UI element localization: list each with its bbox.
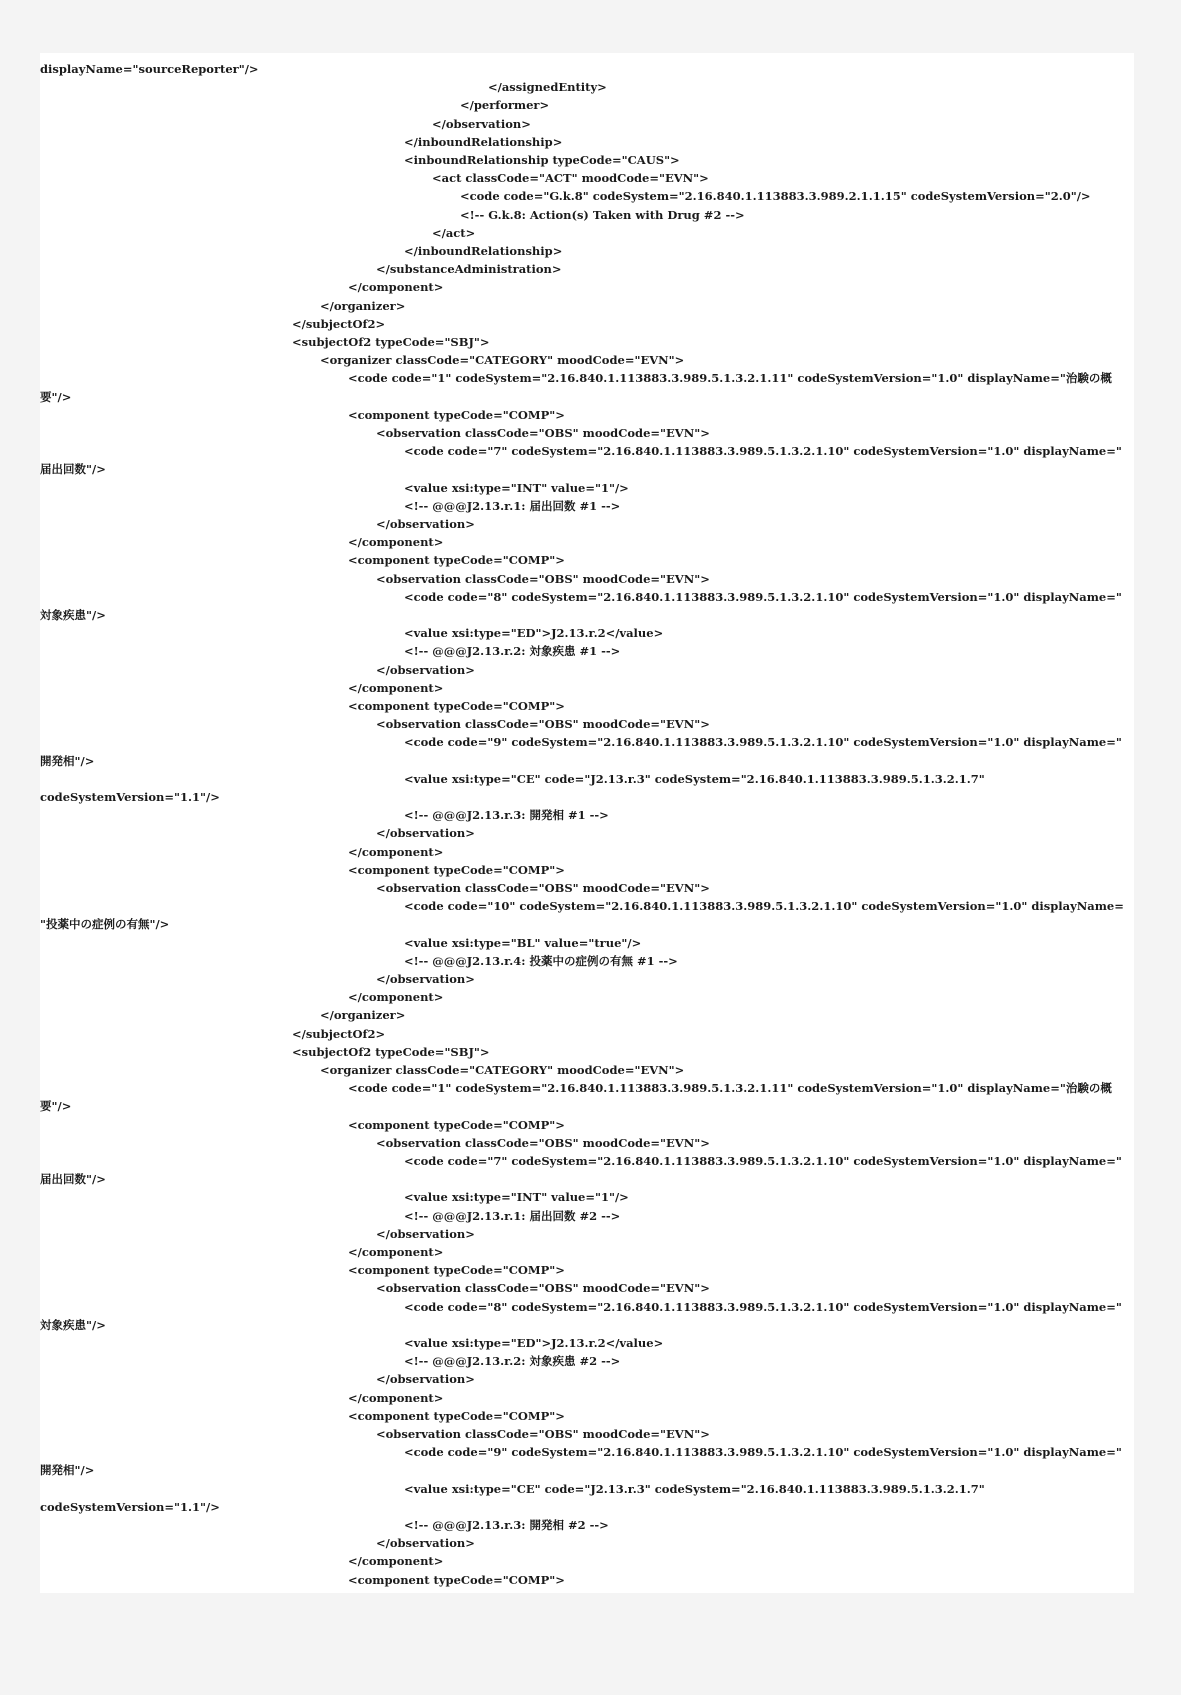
code-line: 開発相"/> xyxy=(40,753,95,768)
code-line: <code code="9" codeSystem="2.16.840.1.113883.3.989.5.1.3.2.1.10" codeSystemVersion="1.0" displayName=" xyxy=(404,1445,1122,1460)
code-line: </component> xyxy=(348,280,444,295)
code-line: </component> xyxy=(348,680,444,695)
code-line: </act> xyxy=(432,225,476,240)
code-line: <observation classCode="OBS" moodCode="EVN"> xyxy=(376,1281,710,1296)
code-line: </component> xyxy=(348,535,444,550)
code-line: </component> xyxy=(348,1554,444,1569)
code-line: </component> xyxy=(348,844,444,859)
code-line: <observation classCode="OBS" moodCode="EVN"> xyxy=(376,426,710,440)
code-line: <value xsi:type="CE" code="J2.13.r.3" codeSystem="2.16.840.1.113883.3.989.5.1.3.2.1.7" xyxy=(404,771,985,786)
code-line: </observation> xyxy=(376,1536,475,1551)
code-line: 要"/> xyxy=(40,1099,72,1114)
code-line: <code code="8" codeSystem="2.16.840.1.113883.3.989.5.1.3.2.1.10" codeSystemVersion="1.0" displayName=" xyxy=(404,1299,1122,1314)
code-line: 対象疾患"/> xyxy=(40,1317,106,1332)
code-line: </assignedEntity> xyxy=(488,80,607,95)
code-line: </inboundRelationship> xyxy=(404,134,563,149)
code-line: </substanceAdministration> xyxy=(376,262,562,277)
code-line: codeSystemVersion="1.1"/> xyxy=(40,1499,220,1514)
code-line: <value xsi:type="BL" value="true"/> xyxy=(404,935,642,950)
code-line: <value xsi:type="ED">J2.13.r.2</value> xyxy=(404,626,664,641)
code-line: </observation> xyxy=(376,826,475,841)
code-line: </performer> xyxy=(460,98,550,113)
code-line: </subjectOf2> xyxy=(292,1026,386,1041)
code-line: 要"/> xyxy=(40,389,72,404)
code-line: codeSystemVersion="1.1"/> xyxy=(40,790,220,804)
code-line: </organizer> xyxy=(320,298,406,313)
code-line: <value xsi:type="INT" value="1"/> xyxy=(404,480,629,495)
code-line: <observation classCode="OBS" moodCode="EVN"> xyxy=(376,881,710,895)
code-line: "投薬中の症例の有無"/> xyxy=(40,917,170,932)
code-line: <act classCode="ACT" moodCode="EVN"> xyxy=(432,171,709,186)
code-line: </inboundRelationship> xyxy=(404,244,563,258)
code-line: <code code="G.k.8" codeSystem="2.16.840.1.113883.3.989.2.1.1.15" codeSystemVersion="2.0"/> xyxy=(460,189,1091,204)
code-line: <value xsi:type="CE" code="J2.13.r.3" codeSystem="2.16.840.1.113883.3.989.5.1.3.2.1.7" xyxy=(404,1481,985,1496)
code-line: <component typeCode="COMP"> xyxy=(348,1263,565,1278)
code-line: <!-- @@@J2.13.r.3: 開発相 #2 --> xyxy=(404,1518,609,1532)
code-line: </component> xyxy=(348,1390,444,1405)
code-line: <component typeCode="COMP"> xyxy=(348,407,565,422)
code-line: <!-- @@@J2.13.r.2: 対象疾患 #2 --> xyxy=(404,1354,621,1369)
code-line: <code code="1" codeSystem="2.16.840.1.113883.3.989.5.1.3.2.1.11" codeSystemVersion="1.0" displayName="治験の概 xyxy=(348,1081,1112,1096)
code-line: 届出回数"/> xyxy=(40,462,106,477)
code-line: </component> xyxy=(348,1245,444,1259)
code-line: <!-- @@@J2.13.r.4: 投薬中の症例の有無 #1 --> xyxy=(404,953,678,968)
code-line: <code code="10" codeSystem="2.16.840.1.113883.3.989.5.1.3.2.1.10" codeSystemVersion="1.0" displayName= xyxy=(404,899,1124,914)
code-line: <!-- @@@J2.13.r.1: 届出回数 #2 --> xyxy=(404,1208,621,1223)
code-line: </organizer> xyxy=(320,1008,406,1023)
code-line: <!-- G.k.8: Action(s) Taken with Drug #2 --> xyxy=(460,207,745,222)
code-line: <value xsi:type="INT" value="1"/> xyxy=(404,1190,629,1205)
code-line: </observation> xyxy=(376,1372,475,1387)
code-line: </observation> xyxy=(376,1226,475,1241)
code-line: <organizer classCode="CATEGORY" moodCode="EVN"> xyxy=(320,1063,685,1077)
code-line: 届出回数"/> xyxy=(40,1172,106,1187)
code-line: <code code="7" codeSystem="2.16.840.1.113883.3.989.5.1.3.2.1.10" codeSystemVersion="1.0" displayName=" xyxy=(404,1154,1122,1168)
code-line: 対象疾患"/> xyxy=(40,608,106,622)
code-line: <value xsi:type="ED">J2.13.r.2</value> xyxy=(404,1336,664,1350)
code-line: <organizer classCode="CATEGORY" moodCode="EVN"> xyxy=(320,353,685,368)
code-line: displayName="sourceReporter"/> xyxy=(40,62,259,76)
code-line: </observation> xyxy=(376,517,475,531)
code-line: <subjectOf2 typeCode="SBJ"> xyxy=(292,1044,490,1059)
code-line: <component typeCode="COMP"> xyxy=(348,862,565,877)
code-line: <component typeCode="COMP"> xyxy=(348,553,565,568)
code-line: <observation classCode="OBS" moodCode="EVN"> xyxy=(376,571,710,586)
document-page xyxy=(40,53,1134,1593)
code-line: </observation> xyxy=(376,972,475,986)
code-line: <observation classCode="OBS" moodCode="EVN"> xyxy=(376,717,710,732)
code-line: <inboundRelationship typeCode="CAUS"> xyxy=(404,153,680,167)
code-line: <code code="7" codeSystem="2.16.840.1.113883.3.989.5.1.3.2.1.10" codeSystemVersion="1.0" displayName=" xyxy=(404,444,1122,459)
code-line: <component typeCode="COMP"> xyxy=(348,699,565,713)
code-line: <observation classCode="OBS" moodCode="EVN"> xyxy=(376,1427,710,1441)
code-line: <code code="8" codeSystem="2.16.840.1.113883.3.989.5.1.3.2.1.10" codeSystemVersion="1.0" displayName=" xyxy=(404,589,1122,604)
code-line: <component typeCode="COMP"> xyxy=(348,1117,565,1132)
code-line: 開発相"/> xyxy=(40,1463,95,1478)
code-line: <observation classCode="OBS" moodCode="EVN"> xyxy=(376,1135,710,1150)
code-line: <code code="9" codeSystem="2.16.840.1.113883.3.989.5.1.3.2.1.10" codeSystemVersion="1.0" displayName=" xyxy=(404,735,1122,750)
code-line: <code code="1" codeSystem="2.16.840.1.113883.3.989.5.1.3.2.1.11" codeSystemVersion="1.0" displayName="治験の概 xyxy=(348,371,1112,386)
code-line: </component> xyxy=(348,990,444,1005)
code-line: <!-- @@@J2.13.r.2: 対象疾患 #1 --> xyxy=(404,644,621,659)
code-line: <!-- @@@J2.13.r.3: 開発相 #1 --> xyxy=(404,808,609,823)
code-line: </observation> xyxy=(432,116,531,131)
code-line: <subjectOf2 typeCode="SBJ"> xyxy=(292,335,490,349)
code-line: <component typeCode="COMP"> xyxy=(348,1408,565,1423)
code-line: <component typeCode="COMP"> xyxy=(348,1572,565,1587)
code-line: <!-- @@@J2.13.r.1: 届出回数 #1 --> xyxy=(404,498,621,513)
code-line: </subjectOf2> xyxy=(292,316,386,331)
code-line: </observation> xyxy=(376,662,475,677)
